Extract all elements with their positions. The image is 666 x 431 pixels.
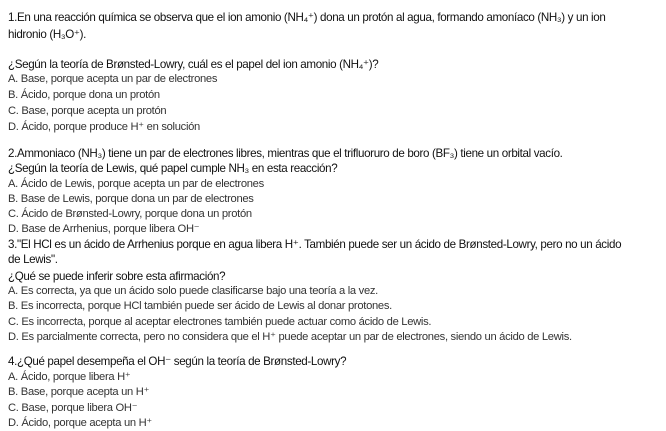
- option-b: B. Ácido, porque dona un protón: [8, 89, 160, 101]
- question-stem: hidronio (H₃O⁺).: [8, 28, 87, 41]
- option-d: D. Es parcialmente correcta, pero no considera que el H⁺ puede aceptar un par de electrones, siendo un ácido de Lewis.: [8, 331, 572, 343]
- question-stem: 3."El HCl es un ácido de Arrhenius porque en agua libera H⁺. También puede ser un ácido de Brønsted-Lowry, pero no un ácido: [8, 238, 622, 251]
- option-b: B. Base, porque acepta un H⁺: [8, 386, 150, 398]
- option-a: A. Ácido de Lewis, porque acepta un par de electrones: [8, 178, 264, 190]
- question-prompt: ¿Qué se puede inferir sobre esta afirmación?: [8, 270, 226, 283]
- question-stem: de Lewis".: [8, 253, 58, 266]
- option-c: C. Es incorrecta, porque al aceptar electrones también puede actuar como ácido de Lewis.: [8, 316, 432, 328]
- question-stem: 4.¿Qué papel desempeña el OH⁻ según la teoría de Brønsted-Lowry?: [8, 355, 347, 368]
- option-d: D. Base de Arrhenius, porque libera OH⁻: [8, 223, 200, 235]
- option-c: C. Ácido de Brønsted-Lowry, porque dona un protón: [8, 208, 252, 220]
- question-prompt: ¿Según la teoría de Brønsted-Lowry, cuál es el papel del ion amonio (NH₄⁺)?: [8, 58, 379, 71]
- question-stem: 2.Ammoniaco (NH₃) tiene un par de electrones libres, mientras que el trifluoruro de boro (BF₃) tiene un orbital vacío.: [8, 147, 563, 160]
- option-a: A. Ácido, porque libera H⁺: [8, 371, 131, 383]
- option-b: B. Base de Lewis, porque dona un par de electrones: [8, 193, 254, 205]
- question-stem: 1.En una reacción química se observa que el ion amonio (NH₄⁺) dona un protón al agua, formando amoníaco (NH₃) y un ion: [8, 11, 606, 24]
- option-a: A. Base, porque acepta un par de electrones: [8, 73, 218, 85]
- option-c: C. Base, porque libera OH⁻: [8, 402, 138, 414]
- option-a: A. Es correcta, ya que un ácido solo puede clasificarse bajo una teoría a la vez.: [8, 285, 378, 297]
- option-d: D. Ácido, porque acepta un H⁺: [8, 417, 152, 429]
- option-c: C. Base, porque acepta un protón: [8, 105, 167, 117]
- option-d: D. Ácido, porque produce H⁺ en solución: [8, 121, 200, 133]
- question-prompt: ¿Según la teoría de Lewis, qué papel cumple NH₃ en esta reacción?: [8, 162, 338, 175]
- option-b: B. Es incorrecta, porque HCl también puede ser ácido de Lewis al donar protones.: [8, 300, 392, 312]
